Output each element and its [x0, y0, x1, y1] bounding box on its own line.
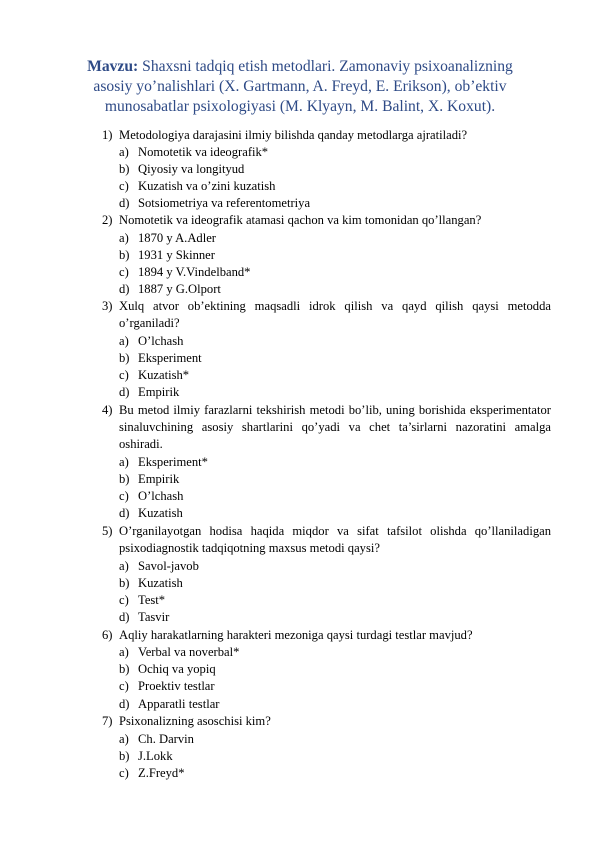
option-4d: [119, 505, 183, 522]
question-text: Aqliy harakatlarning harakteri mezoniga qaysi turdagi testlar mavjud?: [119, 628, 473, 642]
question-4: [102, 402, 551, 453]
option-letter: d): [119, 697, 130, 711]
question-number: 6): [102, 628, 113, 642]
option-2a: [119, 230, 216, 247]
option-letter: a): [119, 732, 129, 746]
question-text: Psixonalizning asoschisi kim?: [119, 714, 271, 728]
option-letter: d): [119, 610, 130, 624]
option-text: Z.Freyd*: [138, 766, 185, 780]
option-text: Qiyosiy va longityud: [138, 162, 245, 176]
option-text: 1870 y A.Adler: [138, 231, 217, 245]
option-letter: c): [119, 679, 129, 693]
option-text: Nomotetik va ideografik*: [138, 145, 269, 159]
option-5c: [119, 592, 165, 609]
option-2d: [119, 281, 221, 298]
option-text: Verbal va noverbal*: [138, 645, 240, 659]
option-text: Kuzatish: [138, 576, 183, 590]
option-text: O’lchash: [138, 489, 184, 503]
question-text: Nomotetik va ideografik atamasi qachon va kim tomonidan qo’llangan?: [119, 213, 482, 227]
option-letter: b): [119, 576, 130, 590]
option-letter: b): [119, 351, 130, 365]
option-letter: b): [119, 162, 130, 176]
topic-text: Shaxsni tadqiq etish metodlari. Zamonaviy psixoanalizning asosiy yo’nalishlari (X. Gartmann, A. Freyd, E. Erikson), ob’ektiv munosabatlar psixologiyasi (M. Klyayn, M. Balint, X. Koxut).: [93, 58, 513, 115]
option-1d: [119, 195, 310, 212]
option-7b: [119, 748, 173, 765]
option-1c: [119, 178, 275, 195]
option-text: J.Lokk: [138, 749, 173, 763]
option-1a: [119, 144, 268, 161]
option-text: Empirik: [138, 472, 180, 486]
question-3: [102, 298, 551, 332]
option-letter: a): [119, 455, 129, 469]
option-7a: [119, 731, 194, 748]
option-letter: b): [119, 662, 130, 676]
question-number: 1): [102, 128, 113, 142]
option-text: Empirik: [138, 385, 180, 399]
option-text: Eksperiment: [138, 351, 202, 365]
question-number: 2): [102, 213, 113, 227]
question-text: Bu metod ilmiy farazlarni tekshirish metodi bo’lib, uning borishida eksperimentator sinaluvchining asosiy shartlarini qo’yadi va chet ta’sirlarni nazoratini amalga oshiradi.: [119, 403, 551, 451]
option-4c: [119, 488, 183, 505]
option-letter: c): [119, 489, 129, 503]
option-letter: c): [119, 368, 129, 382]
topic-label: Mavzu:: [87, 58, 139, 75]
question-7: [102, 713, 551, 730]
option-2b: [119, 247, 215, 264]
option-2c: [119, 264, 250, 281]
option-text: 1887 y G.Olport: [138, 282, 221, 296]
option-letter: d): [119, 385, 130, 399]
option-letter: c): [119, 179, 129, 193]
option-6b: [119, 661, 216, 678]
option-letter: a): [119, 145, 129, 159]
option-text: Test*: [138, 593, 166, 607]
option-letter: d): [119, 282, 130, 296]
option-3a: [119, 333, 183, 350]
option-text: Tasvir: [138, 610, 170, 624]
option-letter: a): [119, 645, 129, 659]
option-text: 1894 y V.Vindelband*: [138, 265, 251, 279]
option-letter: c): [119, 265, 129, 279]
option-letter: d): [119, 506, 130, 520]
question-text: O’rganilayotgan hodisa haqida miqdor va sifat tafsilot olishda qo’llaniladigan psixodiagnostik tadqiqotning maxsus metodi qaysi?: [119, 524, 551, 555]
option-letter: a): [119, 231, 129, 245]
question-number: 4): [102, 403, 113, 417]
option-text: Ochiq va yopiq: [138, 662, 216, 676]
option-text: Proektiv testlar: [138, 679, 215, 693]
option-6d: [119, 696, 219, 713]
option-text: Kuzatish: [138, 506, 183, 520]
option-letter: d): [119, 196, 130, 210]
option-letter: b): [119, 248, 130, 262]
question-6: [102, 627, 551, 644]
option-3b: [119, 350, 202, 367]
option-6c: [119, 678, 215, 695]
option-3c: [119, 367, 189, 384]
option-text: Kuzatish*: [138, 368, 190, 382]
option-letter: b): [119, 472, 130, 486]
option-5d: [119, 609, 169, 626]
option-7c: [119, 765, 185, 782]
option-text: O’lchash: [138, 334, 184, 348]
option-6a: [119, 644, 239, 661]
option-1b: [119, 161, 244, 178]
option-letter: c): [119, 766, 129, 780]
option-5a: [119, 558, 199, 575]
option-text: Sotsiometriya va referentometriya: [138, 196, 311, 210]
option-letter: b): [119, 749, 130, 763]
option-letter: a): [119, 559, 129, 573]
question-2: [102, 212, 551, 229]
question-number: 5): [102, 524, 113, 538]
topic-title: [80, 57, 520, 117]
option-text: Savol-javob: [138, 559, 199, 573]
option-letter: a): [119, 334, 129, 348]
option-4b: [119, 471, 179, 488]
option-text: 1931 y Skinner: [138, 248, 215, 262]
option-text: Kuzatish va o’zini kuzatish: [138, 179, 276, 193]
question-number: 3): [102, 299, 113, 313]
option-5b: [119, 575, 183, 592]
option-4a: [119, 454, 208, 471]
question-5: [102, 523, 551, 557]
option-3d: [119, 384, 179, 401]
option-text: Ch. Darvin: [138, 732, 194, 746]
option-text: Apparatli testlar: [138, 697, 220, 711]
question-number: 7): [102, 714, 113, 728]
question-1: [102, 127, 551, 144]
question-text: Xulq atvor ob’ektining maqsadli idrok qilish va qayd qilish qaysi metodda o’rganiladi?: [119, 299, 551, 330]
option-text: Eksperiment*: [138, 455, 208, 469]
option-letter: c): [119, 593, 129, 607]
question-text: Metodologiya darajasini ilmiy bilishda qanday metodlarga ajratiladi?: [119, 128, 468, 142]
